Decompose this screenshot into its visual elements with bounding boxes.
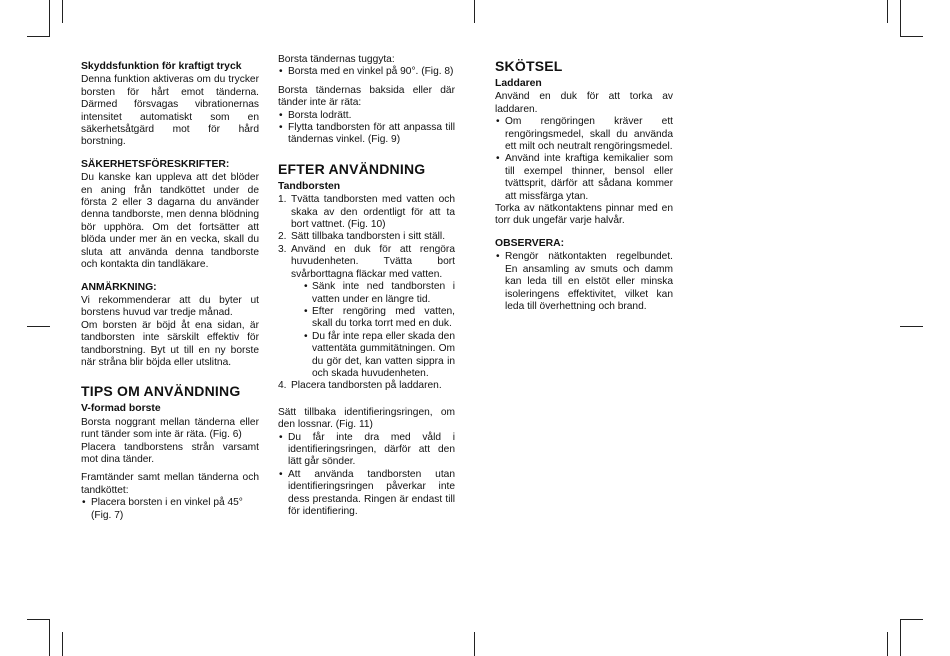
usage-text-2: Placera tandborstens strån varsamt mot dina tänder. — [81, 441, 259, 465]
list-item: • Använd inte kraftiga kemikalier som till exempel thinner, bensol eller tvättsprit, därför att sådana kommer att missfärga ytan. — [495, 153, 673, 203]
usage-text-1: Borsta noggrant mellan tänderna eller runt tänder som inte är räta. (Fig. 6) — [81, 416, 259, 441]
crop-mark — [49, 619, 50, 656]
crop-mark — [887, 0, 888, 23]
chewing-bullets — [278, 66, 455, 78]
list-item: • Borsta lodrätt. — [278, 110, 455, 122]
toothbrush-subheading: Tandborsten — [278, 180, 341, 192]
step-text: Sätt tillbaka tandborsten i sitt ställ. — [291, 231, 446, 243]
step-3-bullets — [291, 281, 455, 380]
step-item — [278, 380, 455, 392]
list-item: • Att använda tandborsten utan identifieringsringen påverkar inte dess prestanda. Ringen är endast till för identifiering. — [278, 469, 455, 519]
crop-mark — [62, 0, 63, 23]
back-side-bullets — [278, 110, 455, 147]
pressure-protection-text: Denna funktion aktiveras om du trycker borsten för hårt emot tänderna. Därmed försvagas vibrationernas intensitet automatiskt som en säkerhetsåtgärd mot för hård borstning. — [81, 74, 259, 148]
plug-text: Torka av nätkontaktens pinnar med en torr duk ungefär varje halvår. — [495, 203, 673, 227]
list-item: • Borsta med en vinkel på 90°. (Fig. 8) — [278, 66, 455, 78]
care-heading: SKÖTSEL — [495, 58, 563, 74]
column-left — [81, 54, 259, 522]
v-brush-subheading: V-formad borste — [81, 403, 161, 415]
crop-mark — [900, 36, 923, 37]
pressure-protection-heading: Skyddsfunktion för kraftigt tryck — [81, 61, 242, 72]
step-number: 4. — [278, 380, 287, 392]
crop-mark — [900, 619, 901, 656]
crop-mark — [27, 36, 50, 37]
list-item: • Efter rengöring med vatten, skall du torka torrt med en duk. — [303, 306, 455, 331]
step-item — [278, 244, 455, 380]
step-number: 2. — [278, 231, 287, 243]
list-item: • Du får inte dra med våld i identifieringsringen, därför att den lätt går sönder. — [278, 432, 455, 469]
crop-mark — [474, 632, 475, 656]
after-use-heading: EFTER ANVÄNDNING — [278, 160, 426, 177]
column-middle — [278, 54, 455, 518]
step-text: Placera tandborsten på laddaren. — [291, 380, 442, 392]
crop-mark — [27, 326, 50, 327]
crop-mark — [887, 632, 888, 656]
list-item: • Sänk inte ned tandborsten i vatten under en längre tid. — [303, 281, 455, 306]
note-text-2: Om borsten är böjd åt ena sidan, är tandborsten inte särskilt effektiv för tandborstning. Byt ut till en ny borste när stråna blir böjda eller utslitna. — [81, 319, 259, 368]
safety-text: Du kanske kan uppleva att det blöder en aning från tandköttet under de första 2 eller 3 dagarna du använder denna tandborste, men denna blödning bör upphöra. Om det fortsätter att blöda under mer än en vecka, skall du sluta att använda denna tandborste och kontakta din tandläkare. — [81, 172, 259, 271]
column-right — [495, 54, 673, 313]
usage-tips-heading: TIPS OM ANVÄNDNING — [81, 383, 241, 400]
list-item: • Rengör nätkontakten regelbundet. En ansamling av smuts och damm kan leda till en elstöt eller minska isoleringens effektivitet, vilket kan leda till överhettning och brand. — [495, 251, 673, 313]
list-item: • Placera borsten i en vinkel på 45° (Fig. 7) — [81, 497, 259, 522]
crop-mark — [474, 0, 475, 23]
usage-text-3: Framtänder samt mellan tänderna och tandköttet: — [81, 472, 259, 496]
note-heading: ANMÄRKNING: — [81, 281, 157, 293]
observe-bullets — [495, 251, 673, 313]
after-use-steps — [278, 194, 455, 393]
back-side-text: Borsta tändernas baksida eller där tänder inte är räta: — [278, 84, 455, 109]
charger-subheading: Laddaren — [495, 78, 542, 89]
list-item: • Du får inte repa eller skada den vattentäta gummitätningen. Om du gör det, kan vatten sippra in och skada huvudenheten. — [303, 331, 455, 381]
step-number: 3. — [278, 243, 287, 255]
list-item: • Om rengöringen kräver ett rengöringsmedel, skall du använda ett milt och neutralt rengöringsmedel. — [495, 116, 673, 153]
step-text: Tvätta tandborsten med vatten och skaka av den ordentligt för att ta bort vattnet. (Fig. 10) — [291, 194, 455, 231]
step-text: Använd en duk för att rengöra huvudenheten. Tvätta bort svårborttagna fläckar med vatten. — [291, 243, 455, 280]
step-item — [278, 194, 455, 231]
crop-mark — [900, 0, 901, 37]
observe-heading: OBSERVERA: — [495, 237, 565, 249]
step-item — [278, 231, 455, 243]
chewing-surface-text: Borsta tändernas tuggyta: — [278, 54, 395, 65]
id-ring-bullets — [278, 432, 455, 519]
step-number: 1. — [278, 194, 287, 206]
usage-bullets — [81, 497, 259, 522]
charger-bullets — [495, 116, 673, 203]
crop-mark — [900, 326, 923, 327]
crop-mark — [27, 619, 50, 620]
crop-mark — [62, 632, 63, 656]
list-item: • Flytta tandborsten för att anpassa till tändernas vinkel. (Fig. 9) — [278, 122, 455, 147]
id-ring-text: Sätt tillbaka identifieringsringen, om den lossnar. (Fig. 11) — [278, 406, 455, 431]
crop-mark — [49, 0, 50, 37]
note-text-1: Vi rekommenderar att du byter ut borstens huvud var tredje månad. — [81, 294, 259, 319]
charger-text: Använd en duk för att torka av laddaren. — [495, 91, 673, 115]
crop-mark — [900, 619, 923, 620]
safety-heading: SÄKERHETSFÖRESKRIFTER: — [81, 158, 230, 170]
